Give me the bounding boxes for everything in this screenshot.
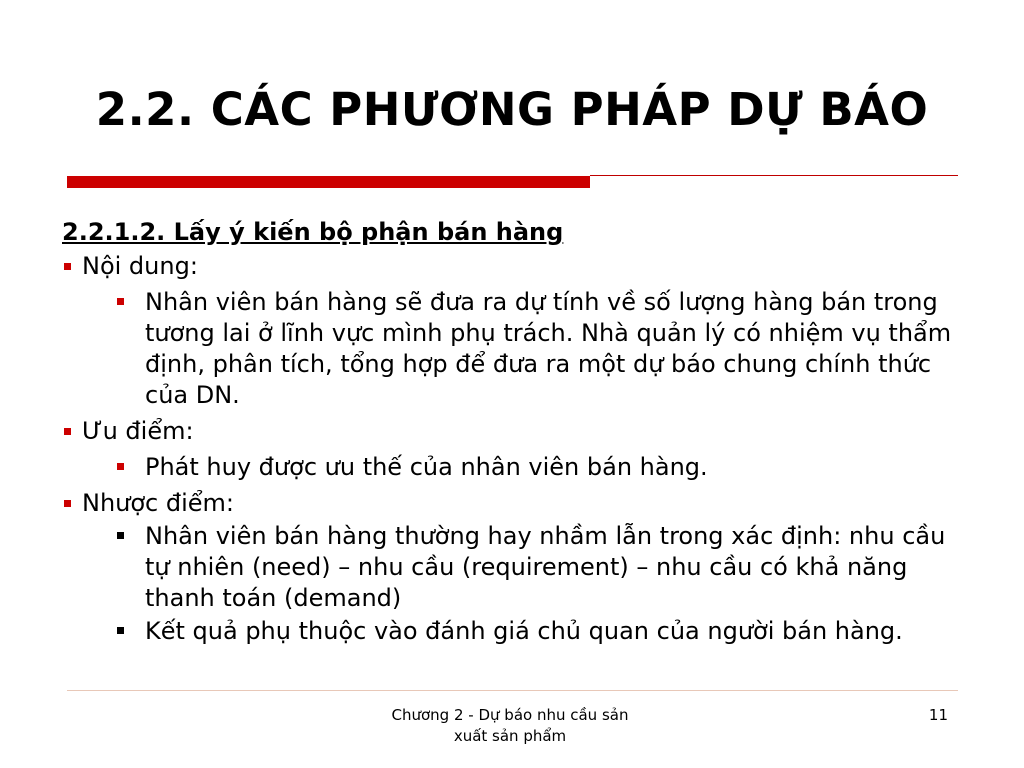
square-bullet-icon (117, 532, 124, 539)
sub-bullet-text: Kết quả phụ thuộc vào đánh giá chủ quan của người bán hàng. (145, 617, 903, 645)
slide-title: 2.2. CÁC PHƯƠNG PHÁP DỰ BÁO (95, 83, 929, 136)
footer-chapter-line1: Chương 2 - Dự báo nhu cầu sản (391, 706, 629, 724)
sub-bullet-item (145, 615, 955, 648)
square-bullet-icon (117, 298, 124, 305)
sub-list (62, 286, 962, 412)
sub-bullet-text: Phát huy được ưu thế của nhân viên bán hàng. (145, 453, 708, 481)
square-bullet-icon (117, 627, 124, 634)
section-heading: 2.2.1.2. Lấy ý kiến bộ phận bán hàng (62, 218, 564, 246)
sub-bullet-item (145, 451, 955, 484)
square-bullet-icon (64, 428, 71, 435)
sub-bullet-item (145, 286, 955, 412)
footer-chapter (360, 705, 660, 747)
slide-body (62, 214, 962, 651)
sub-bullet-text: Nhân viên bán hàng sẽ đưa ra dự tính về số lượng hàng bán trong tương lai ở lĩnh vực mình phụ trách. Nhà quản lý có nhiệm vụ thẩm định, phân tích, tổng hợp để đưa ra một dự báo chung chính thức của DN. (145, 288, 952, 409)
bullet-noi-dung (62, 250, 962, 283)
square-bullet-icon (117, 463, 124, 470)
bullet-label: Nhược điểm: (82, 489, 235, 517)
sub-bullet-text: Nhân viên bán hàng thường hay nhầm lẫn trong xác định: nhu cầu tự nhiên (need) – nhu cầu (requirement) – nhu cầu có khả năng thanh toán (demand) (145, 522, 946, 612)
square-bullet-icon (64, 500, 71, 507)
bullet-nhuoc-diem (62, 487, 962, 520)
title-underline-thick (67, 176, 590, 188)
bullet-uu-diem (62, 415, 962, 448)
title-underline-thin (590, 175, 958, 176)
sub-bullet-item (145, 520, 955, 615)
footer-chapter-line2: xuất sản phẩm (453, 727, 567, 745)
bullet-label: Ưu điểm: (82, 417, 194, 445)
sub-list (62, 520, 962, 648)
sub-list (62, 451, 962, 484)
page-number: 11 (928, 706, 948, 724)
footer-divider (67, 690, 958, 691)
bullet-label: Nội dung: (82, 252, 198, 280)
square-bullet-icon (64, 263, 71, 270)
